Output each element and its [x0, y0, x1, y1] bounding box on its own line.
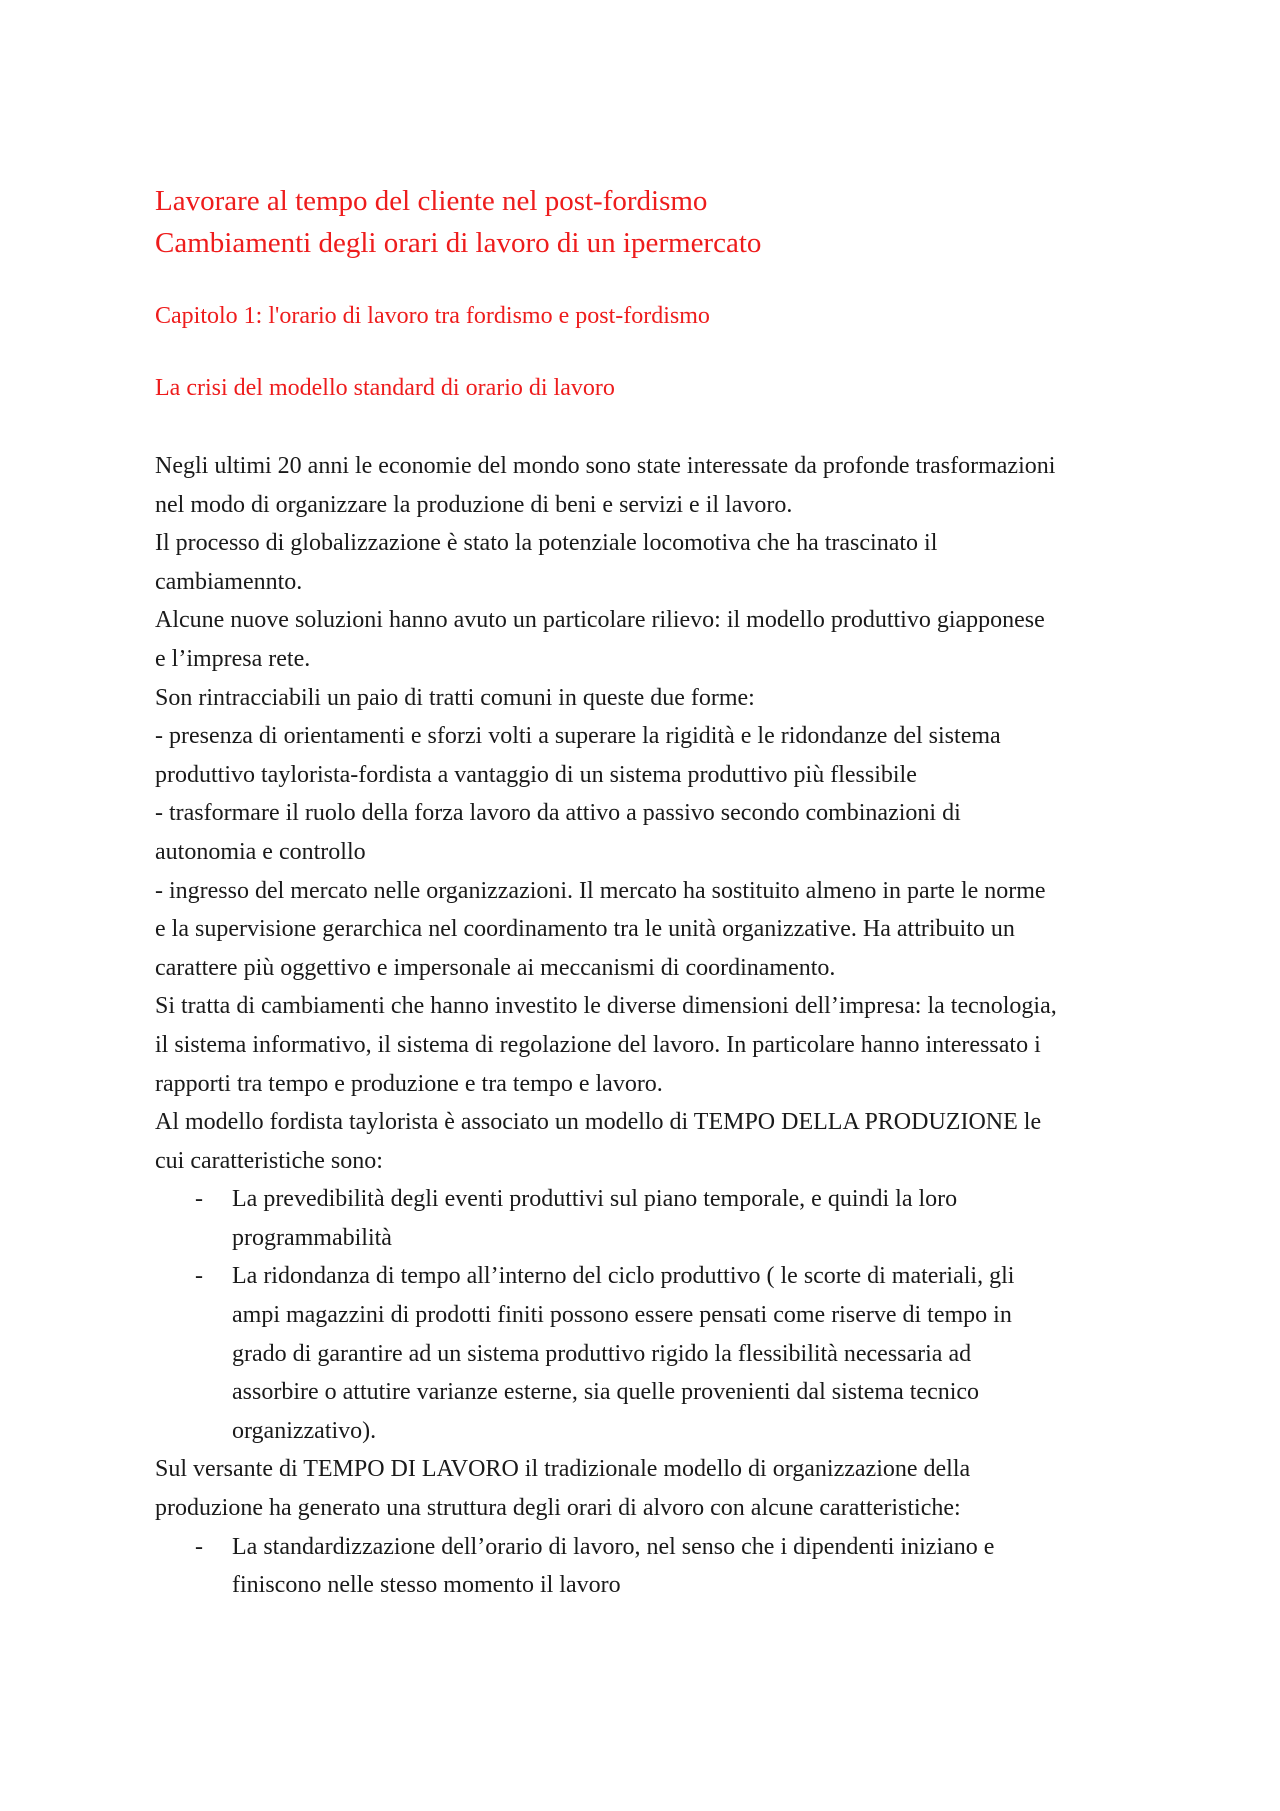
text-line: produzione ha generato una struttura degli orari di alvoro con alcune caratteristiche:	[155, 1495, 961, 1522]
text-line: ampi magazzini di prodotti finiti possono essere pensati come riserve di tempo in	[232, 1302, 1012, 1329]
title-line-1: Lavorare al tempo del cliente nel post-fordismo	[155, 185, 708, 217]
paragraph-block-2	[155, 1450, 1145, 1527]
text-line: autonomia e controllo	[155, 838, 366, 865]
bullet-dash: -	[195, 1263, 203, 1290]
text-line: Son rintracciabili un paio di tratti comuni in queste due forme:	[155, 684, 755, 711]
text-line: cui caratteristiche sono:	[155, 1147, 383, 1174]
text-line: La ridondanza di tempo all’interno del ciclo produttivo ( le scorte di materiali, gli	[232, 1263, 1015, 1290]
text-line: La standardizzazione dell’orario di lavoro, nel senso che i dipendenti iniziano e	[232, 1533, 995, 1560]
document-title	[155, 180, 1145, 264]
text-line: programmabilità	[232, 1224, 392, 1251]
document-content	[155, 180, 1145, 1605]
bullet-list-work-time	[155, 1528, 1145, 1605]
text-line: - trasformare il ruolo della forza lavoro da attivo a passivo secondo combinazioni di	[155, 800, 961, 827]
text-line: La prevedibilità degli eventi produttivi sul piano temporale, e quindi la loro	[232, 1186, 958, 1213]
section-heading: La crisi del modello standard di orario di lavoro	[155, 375, 615, 401]
list-item	[155, 1257, 1145, 1450]
text-line: Si tratta di cambiamenti che hanno investito le diverse dimensioni dell’impresa: la tecnologia,	[155, 993, 1057, 1020]
title-line-2: Cambiamenti degli orari di lavoro di un ipermercato	[155, 227, 762, 259]
text-line: Sul versante di TEMPO DI LAVORO il tradizionale modello di organizzazione della	[155, 1456, 971, 1483]
bullet-dash: -	[195, 1533, 203, 1560]
bullet-list-production-time	[155, 1180, 1145, 1450]
bullet-dash: -	[195, 1186, 203, 1213]
text-line: finiscono nelle stesso momento il lavoro	[232, 1572, 621, 1599]
text-line: cambiamennto.	[155, 568, 303, 595]
paragraph-block-1	[155, 447, 1145, 1180]
text-line: e la supervisione gerarchica nel coordinamento tra le unità organizzative. Ha attribuito un	[155, 916, 1015, 943]
text-line: Negli ultimi 20 anni le economie del mondo sono state interessate da profonde trasformazioni	[155, 453, 1056, 479]
text-line: - ingresso del mercato nelle organizzazioni. Il mercato ha sostituito almeno in parte le norme	[155, 877, 1046, 904]
list-item	[155, 1180, 1145, 1257]
text-line: rapporti tra tempo e produzione e tra tempo e lavoro.	[155, 1070, 663, 1097]
text-line: carattere più oggettivo e impersonale ai meccanismi di coordinamento.	[155, 954, 836, 981]
text-line: produttivo taylorista-fordista a vantaggio di un sistema produttivo più flessibile	[155, 761, 917, 788]
text-line: Alcune nuove soluzioni hanno avuto un particolare rilievo: il modello produttivo giapponese	[155, 607, 1045, 634]
list-item	[155, 1528, 1145, 1605]
body-text	[155, 447, 1145, 1605]
text-line: e l’impresa rete.	[155, 645, 311, 672]
text-line: il sistema informativo, il sistema di regolazione del lavoro. In particolare hanno interessato i	[155, 1031, 1041, 1058]
text-line: Al modello fordista taylorista è associato un modello di TEMPO DELLA PRODUZIONE le	[155, 1109, 1042, 1136]
text-line: grado di garantire ad un sistema produttivo rigido la flessibilità necessaria ad	[232, 1340, 972, 1367]
text-line: assorbire o attutire varianze esterne, sia quelle provenienti dal sistema tecnico	[232, 1379, 980, 1406]
text-line: - presenza di orientamenti e sforzi volti a superare la rigidità e le ridondanze del sistema	[155, 723, 1001, 750]
text-line: nel modo di organizzare la produzione di beni e servizi e il lavoro.	[155, 491, 793, 518]
text-line: organizzativo).	[232, 1417, 377, 1444]
text-line: Il processo di globalizzazione è stato la potenziale locomotiva che ha trascinato il	[155, 530, 938, 557]
chapter-heading: Capitolo 1: l'orario di lavoro tra fordismo e post-fordismo	[155, 303, 710, 329]
